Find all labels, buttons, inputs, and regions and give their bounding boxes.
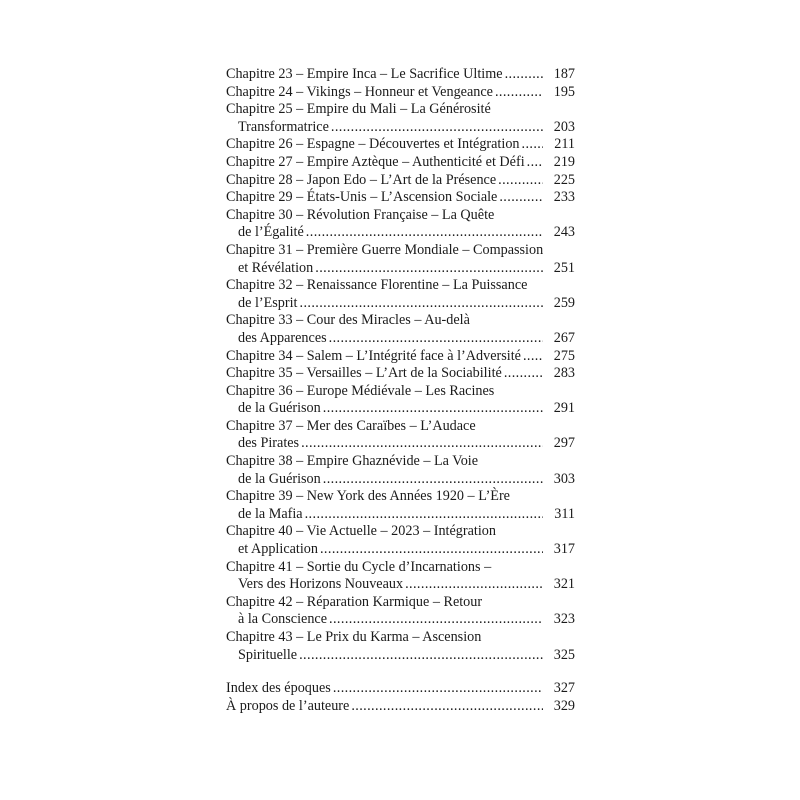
- toc-entry: [226, 189, 575, 207]
- toc-entry: [226, 66, 575, 84]
- toc-entry-title-line: [226, 154, 575, 172]
- toc-entry-title-line: [226, 365, 575, 383]
- toc-entry-title-line: [226, 453, 575, 471]
- toc-entry-title: Chapitre 29 – États-Unis – L’Ascension Sociale: [226, 189, 498, 206]
- toc-entry-continuation-line: [226, 224, 575, 242]
- toc-entry-title: Chapitre 27 – Empire Aztèque – Authenticité et Défi: [226, 153, 525, 170]
- toc-entry-title: Chapitre 38 – Empire Ghaznévide – La Voie: [226, 453, 479, 470]
- toc-entry-title-line: [226, 189, 575, 207]
- toc-entry-title-line: [226, 418, 575, 436]
- toc-entry-continuation-line: [226, 647, 575, 665]
- dot-leader: [495, 84, 543, 102]
- toc-entry-title: Chapitre 36 – Europe Médiévale – Les Racines: [226, 382, 495, 399]
- dot-leader: [504, 365, 543, 383]
- toc-entry: [226, 698, 575, 716]
- toc-entry-title-line: [226, 680, 575, 698]
- dot-leader: [306, 224, 543, 242]
- toc-entry-title-continued: et Application: [238, 541, 318, 558]
- toc-entry-title-continued: de l’Esprit: [238, 294, 298, 311]
- toc-entry-continuation-line: [226, 541, 575, 559]
- page-number: 267: [553, 329, 575, 346]
- dot-leader: [522, 136, 543, 154]
- toc-entry: [226, 629, 575, 664]
- page-number: 311: [554, 505, 575, 522]
- toc-entry-title-continued: Vers des Horizons Nouveaux: [238, 576, 404, 593]
- toc-entry-title-line: [226, 84, 575, 102]
- toc-entry-title: Chapitre 41 – Sortie du Cycle d’Incarnations –: [226, 558, 492, 575]
- page-number: 195: [553, 83, 575, 100]
- toc-entry-title: Chapitre 31 – Première Guerre Mondiale – Compassion: [226, 241, 544, 258]
- dot-leader: [323, 400, 543, 418]
- toc-entry-title: Chapitre 23 – Empire Inca – Le Sacrifice Ultime: [226, 66, 503, 82]
- dot-leader: [299, 647, 543, 665]
- toc-entry-continuation-line: [226, 576, 575, 594]
- dot-leader: [300, 295, 544, 313]
- table-of-contents: [226, 66, 575, 715]
- toc-entry-title: Chapitre 43 – Le Prix du Karma – Ascension: [226, 629, 482, 645]
- toc-entry-continuation-line: [226, 295, 575, 313]
- toc-entry-title-line: [226, 488, 575, 506]
- toc-entry-title: Chapitre 33 – Cour des Miracles – Au-delà: [226, 312, 470, 329]
- toc-entry: [226, 154, 575, 172]
- toc-entry-title-continued: à la Conscience: [238, 611, 328, 628]
- dot-leader: [329, 611, 543, 629]
- page-number: 291: [553, 400, 575, 417]
- toc-entry-title: Chapitre 37 – Mer des Caraïbes – L’Audace: [226, 417, 476, 434]
- toc-entry-title-line: [226, 101, 575, 119]
- page-number: 323: [553, 611, 575, 628]
- toc-entry-title-line: [226, 207, 575, 225]
- page-number: 233: [553, 189, 575, 206]
- toc-entry-title: Chapitre 42 – Réparation Karmique – Retour: [226, 593, 483, 610]
- toc-entry-title-line: [226, 242, 575, 260]
- toc-entry-continuation-line: [226, 435, 575, 453]
- toc-entry-title: Chapitre 26 – Espagne – Découvertes et Intégration: [226, 136, 520, 153]
- toc-entry-title-continued: de l’Égalité: [238, 224, 304, 241]
- toc-entry-title: Chapitre 30 – Révolution Française – La Quête: [226, 206, 495, 223]
- toc-entry-title-continued: de la Guérison: [238, 400, 321, 417]
- toc-entry: [226, 136, 575, 154]
- toc-entry-title: Chapitre 39 – New York des Années 1920 – L’Ère: [226, 488, 510, 505]
- toc-entry-title-line: [226, 383, 575, 401]
- dot-leader: [331, 119, 543, 137]
- page-number: 219: [553, 153, 575, 170]
- toc-entry-title-line: [226, 629, 575, 647]
- toc-entry: [226, 348, 575, 366]
- toc-entry-title-continued: de la Guérison: [238, 470, 321, 487]
- page-number: 297: [553, 435, 575, 452]
- dot-leader: [333, 680, 543, 698]
- page-number: 225: [553, 171, 575, 188]
- page-number: 243: [553, 224, 575, 241]
- page-number: 251: [553, 259, 575, 276]
- toc-entry-title: Chapitre 35 – Versailles – L’Art de la Sociabilité: [226, 365, 502, 382]
- chapter-list: [226, 66, 575, 664]
- toc-entry-title-continued: de la Mafia: [238, 505, 303, 522]
- toc-entry: [226, 277, 575, 312]
- toc-entry-continuation-line: [226, 119, 575, 137]
- page-number: 303: [553, 470, 575, 487]
- toc-entry-title-line: [226, 594, 575, 612]
- toc-entry-title-line: [226, 348, 575, 366]
- page-number: 321: [553, 576, 575, 593]
- page-number: 211: [554, 136, 575, 153]
- dot-leader: [405, 576, 543, 594]
- toc-entry-title-line: [226, 136, 575, 154]
- section-gap: [226, 664, 575, 680]
- page-number: 329: [553, 697, 575, 714]
- toc-entry-title-continued: et Révélation: [238, 259, 314, 276]
- toc-entry-title-continued: des Apparences: [238, 329, 327, 346]
- toc-entry: [226, 523, 575, 558]
- dot-leader: [527, 154, 543, 172]
- toc-entry-continuation-line: [226, 330, 575, 348]
- dot-leader: [301, 435, 543, 453]
- dot-leader: [351, 698, 543, 716]
- toc-entry: [226, 594, 575, 629]
- page-number: 203: [553, 118, 575, 135]
- dot-leader: [505, 66, 543, 84]
- page-number: 283: [553, 365, 575, 382]
- toc-entry-title: Chapitre 24 – Vikings – Honneur et Vengeance: [226, 83, 493, 100]
- page-number: 317: [553, 541, 575, 558]
- toc-entry-title: À propos de l’auteure: [226, 697, 350, 714]
- toc-entry-continuation-line: [226, 506, 575, 524]
- toc-entry-title-continued: Transformatrice: [238, 118, 329, 135]
- toc-entry-continuation-line: [226, 260, 575, 278]
- page-number: 325: [553, 646, 575, 663]
- toc-entry-title-line: [226, 698, 575, 716]
- toc-entry-continuation-line: [226, 400, 575, 418]
- toc-entry-title-continued: des Pirates: [238, 435, 300, 452]
- page-number: 187: [553, 66, 575, 82]
- toc-entry-title-line: [226, 66, 575, 84]
- toc-entry: [226, 680, 575, 698]
- dot-leader: [329, 330, 543, 348]
- toc-entry-title: Chapitre 34 – Salem – L’Intégrité face à l’Adversité: [226, 347, 521, 364]
- toc-entry-title: Chapitre 25 – Empire du Mali – La Générosité: [226, 101, 491, 118]
- toc-entry-title-line: [226, 277, 575, 295]
- toc-entry-title-line: [226, 559, 575, 577]
- toc-entry: [226, 242, 575, 277]
- toc-entry-title: Chapitre 32 – Renaissance Florentine – La Puissance: [226, 277, 528, 294]
- toc-entry: [226, 453, 575, 488]
- appendix-list: [226, 680, 575, 715]
- toc-entry: [226, 172, 575, 190]
- dot-leader: [323, 471, 543, 489]
- dot-leader: [499, 189, 543, 207]
- dot-leader: [305, 506, 543, 524]
- toc-entry-continuation-line: [226, 471, 575, 489]
- toc-entry: [226, 365, 575, 383]
- toc-entry: [226, 101, 575, 136]
- toc-entry-title: Chapitre 28 – Japon Edo – L’Art de la Présence: [226, 171, 497, 188]
- dot-leader: [498, 172, 543, 190]
- toc-entry-title: Chapitre 40 – Vie Actuelle – 2023 – Intégration: [226, 523, 496, 540]
- dot-leader: [523, 348, 543, 366]
- toc-entry-title: Index des époques: [226, 680, 331, 697]
- toc-entry: [226, 559, 575, 594]
- dot-leader: [315, 260, 543, 278]
- toc-entry: [226, 84, 575, 102]
- toc-entry-title-line: [226, 172, 575, 190]
- toc-entry: [226, 488, 575, 523]
- toc-entry-title-line: [226, 523, 575, 541]
- dot-leader: [320, 541, 543, 559]
- toc-entry: [226, 207, 575, 242]
- toc-entry-title-continued: Spirituelle: [238, 646, 298, 663]
- toc-entry-title-line: [226, 312, 575, 330]
- page-number: 275: [553, 347, 575, 364]
- toc-entry-continuation-line: [226, 611, 575, 629]
- toc-entry: [226, 383, 575, 418]
- page-number: 327: [553, 680, 575, 697]
- toc-entry: [226, 312, 575, 347]
- page-number: 259: [553, 294, 575, 311]
- toc-entry: [226, 418, 575, 453]
